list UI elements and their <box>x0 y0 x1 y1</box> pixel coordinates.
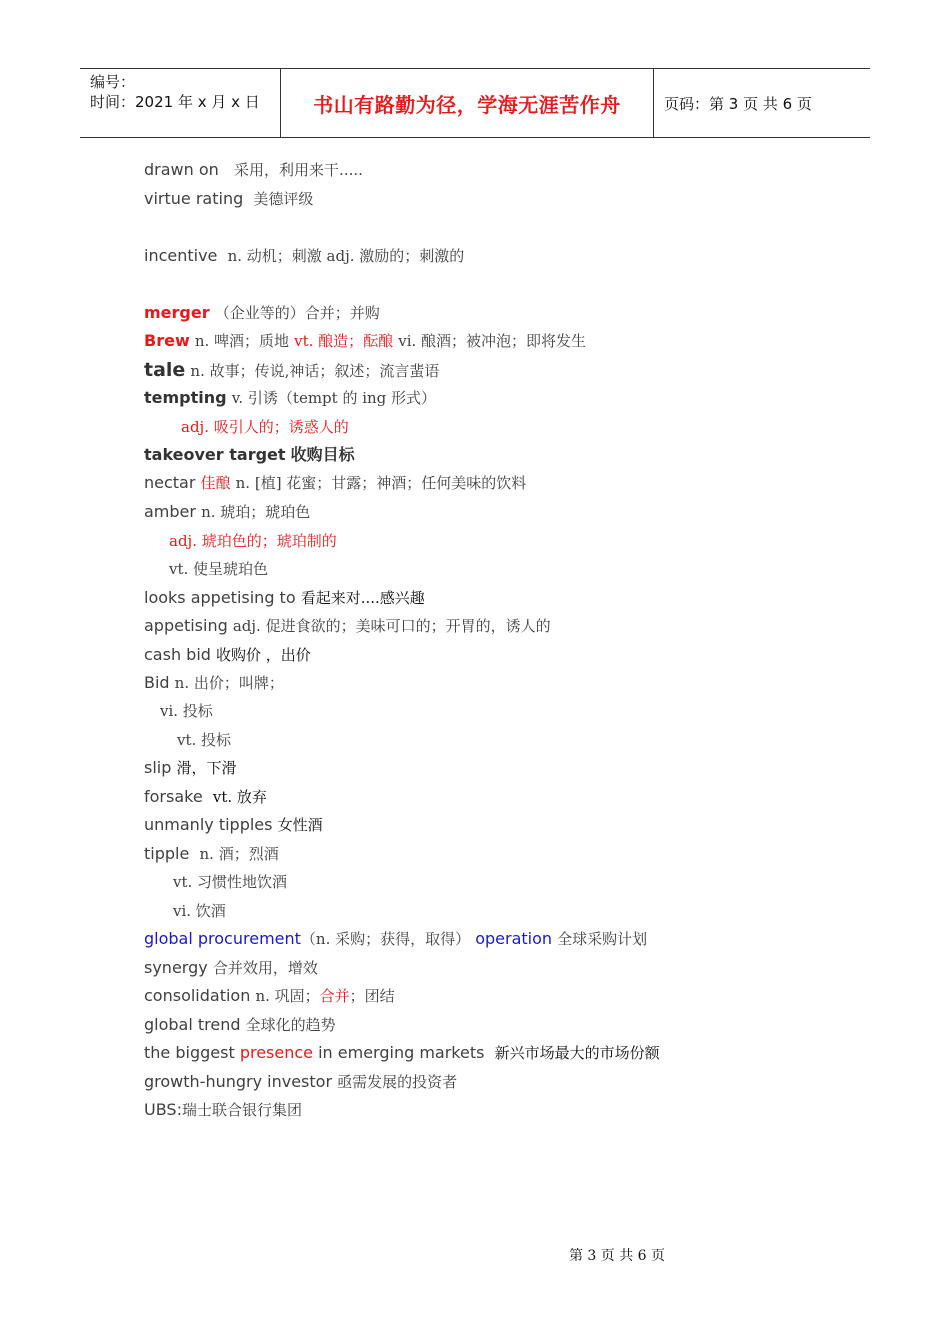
vocab-line <box>144 755 237 781</box>
term: virtue rating <box>144 189 244 208</box>
term: tale <box>144 359 186 381</box>
header-motto-cell <box>281 69 654 137</box>
vocab-line <box>144 470 526 496</box>
definition: v. 引诱（tempt 的 ing 形式） <box>231 389 437 407</box>
definition: n. 巩固； <box>255 987 320 1005</box>
term: appetising <box>144 616 228 635</box>
definition: （n. 采购；获得，取得） <box>300 930 471 948</box>
vocab-line <box>173 869 287 895</box>
vocab-line <box>144 1040 660 1066</box>
vocab-line <box>144 243 464 269</box>
motto: 书山有路勤为径，学海无涯苦作舟 <box>313 93 621 117</box>
header-page-info: 页码：第 3 页 共 6 页 <box>664 95 812 113</box>
definition: 亟需发展的投资者 <box>337 1073 458 1091</box>
definition: 滑，下滑 <box>176 759 237 777</box>
term: nectar <box>144 473 196 492</box>
term: slip <box>144 758 172 777</box>
definition: 看起来对....感兴趣 <box>300 589 425 607</box>
vocab-line <box>144 1069 457 1095</box>
term: UBS: <box>144 1100 182 1119</box>
term: global trend <box>144 1015 241 1034</box>
definition: 美德评级 <box>253 190 314 208</box>
term: tipple <box>144 844 190 863</box>
vocab-line <box>144 300 380 326</box>
definition-highlight: 佳酿 <box>200 474 231 492</box>
vocab-line <box>144 1012 336 1038</box>
term: the biggest <box>144 1043 235 1062</box>
vocab-line <box>173 898 226 924</box>
definition: 合并效用，增效 <box>212 959 318 977</box>
vocab-line <box>144 585 425 611</box>
vocab-line <box>144 499 310 525</box>
definition: n. [植] 花蜜；甘露；神酒；任何美味的饮料 <box>235 474 527 492</box>
term: merger <box>144 303 210 322</box>
term: Brew <box>144 331 190 350</box>
definition: ；团结 <box>349 987 395 1005</box>
page-header <box>80 68 870 138</box>
vocab-line <box>160 698 213 724</box>
vocab-line <box>144 955 318 981</box>
term: consolidation <box>144 986 251 1005</box>
definition: 全球化的趋势 <box>245 1016 336 1034</box>
definition: vt. 放弃 <box>212 788 267 806</box>
definition: n. 酒；烈酒 <box>199 845 279 863</box>
header-page-cell <box>654 69 870 137</box>
term: tempting <box>144 388 227 407</box>
term: amber <box>144 502 196 521</box>
vocab-line <box>144 812 323 838</box>
term: unmanly tipples <box>144 815 273 834</box>
vocab-line <box>144 186 313 212</box>
term: synergy <box>144 958 208 977</box>
vocab-line <box>144 983 395 1009</box>
term: drawn on <box>144 160 219 179</box>
vocab-line <box>169 528 337 554</box>
vocab-line <box>169 556 268 582</box>
definition: adj. 促进食欲的；美味可口的；开胃的，诱人的 <box>232 617 551 635</box>
term: forsake <box>144 787 203 806</box>
vocab-line <box>144 385 436 411</box>
definition: n. 故事；传说,神话；叙述；流言蜚语 <box>190 362 440 380</box>
time-label: 时间：2021 年 x 月 x 日 <box>90 93 260 111</box>
definition: adj. 琥珀色的；琥珀制的 <box>169 532 337 550</box>
term: global procurement <box>144 929 301 948</box>
vocab-line <box>177 727 231 753</box>
vocab-line <box>144 357 439 383</box>
definition: 收购目标 <box>290 445 355 464</box>
vocab-line <box>144 328 586 354</box>
vocab-line <box>144 442 355 468</box>
definition-highlight: 合并 <box>319 987 350 1005</box>
definition: vt. 习惯性地饮酒 <box>173 873 288 891</box>
term: looks appetising to <box>144 588 296 607</box>
definition: vt. 投标 <box>177 731 232 749</box>
definition: vi. 酿酒；被冲泡；即将发生 <box>398 332 587 350</box>
definition: 采用，利用来干..... <box>234 161 363 179</box>
vocab-line <box>181 414 349 440</box>
definition: （企业等的）合并；并购 <box>214 304 380 322</box>
definition: 瑞士联合银行集团 <box>181 1101 302 1119</box>
definition: 女性酒 <box>277 816 323 834</box>
definition: vt. 使呈琥珀色 <box>169 560 269 578</box>
definition: adj. 吸引人的；诱惑人的 <box>181 418 349 436</box>
definition: 全球采购计划 <box>557 930 648 948</box>
page-footer: 第 3 页 共 6 页 <box>568 1248 666 1264</box>
term: in emerging markets <box>318 1043 485 1062</box>
term: cash bid <box>144 645 211 664</box>
number-label: 编号： <box>90 73 136 91</box>
term: Bid <box>144 673 170 692</box>
vocab-line <box>144 157 363 183</box>
term: growth-hungry investor <box>144 1072 333 1091</box>
vocab-line <box>144 613 551 639</box>
vocab-line <box>144 670 284 696</box>
header-meta-cell <box>80 69 281 137</box>
vocab-line <box>144 784 267 810</box>
vocab-line <box>144 642 311 668</box>
definition: 收购价 ，出价 <box>216 646 311 664</box>
definition: n. 琥珀；琥珀色 <box>201 503 311 521</box>
definition: n. 啤酒；质地 <box>194 332 290 350</box>
definition: 新兴市场最大的市场份额 <box>494 1044 660 1062</box>
definition-highlight: vt. 酿造；酝酿 <box>294 332 394 350</box>
term: incentive <box>144 246 218 265</box>
definition: vi. 投标 <box>160 702 213 720</box>
vocab-line <box>144 841 279 867</box>
term: operation <box>475 929 553 948</box>
term-highlight: presence <box>239 1043 313 1062</box>
term: takeover target <box>144 445 286 464</box>
definition: vi. 饮酒 <box>173 902 226 920</box>
vocab-line <box>144 926 647 952</box>
definition: n. 动机；刺激 adj. 激励的；刺激的 <box>227 247 465 265</box>
vocab-line <box>144 1097 302 1123</box>
definition: n. 出价；叫牌； <box>174 674 284 692</box>
